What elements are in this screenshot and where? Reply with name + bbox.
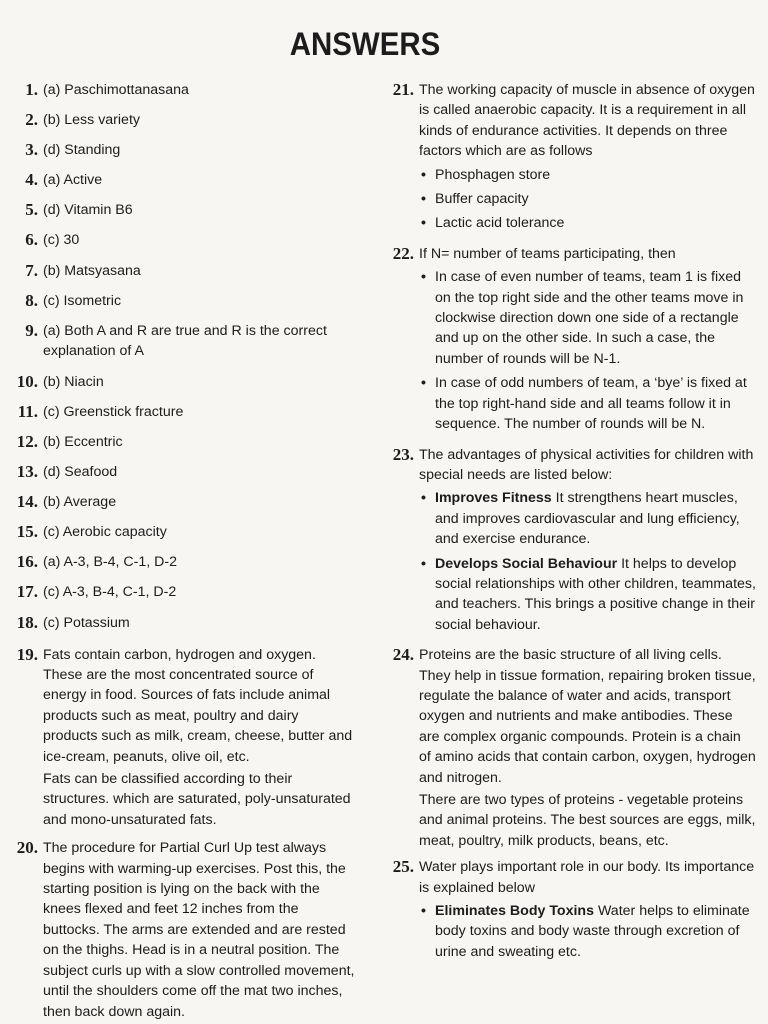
answer-item bbox=[10, 200, 355, 230]
answer-item bbox=[10, 170, 355, 200]
answer-paragraph: Water plays important role in our body. Its importance is explained below bbox=[419, 859, 755, 896]
answer-item bbox=[10, 613, 355, 643]
answer-text: (c) Aerobic capacity bbox=[43, 524, 167, 541]
answer-item bbox=[10, 261, 355, 291]
answer-number: 8. bbox=[25, 290, 38, 310]
bullet-heading: Improves Fitness bbox=[435, 490, 552, 507]
answer-number: 3. bbox=[25, 140, 38, 160]
bullet-item bbox=[419, 554, 756, 636]
answer-text: (c) Isometric bbox=[43, 292, 122, 309]
answer-number: 7. bbox=[25, 260, 38, 280]
answer-number: 14. bbox=[16, 492, 38, 512]
right-column bbox=[384, 80, 756, 966]
bullet-item bbox=[419, 488, 756, 549]
answer-text: (a) Both A and R are true and R is the correct explanation of A bbox=[43, 322, 327, 360]
answer-number: 1. bbox=[25, 80, 38, 99]
answer-item bbox=[10, 80, 355, 110]
answer-number: 15. bbox=[16, 522, 38, 542]
answer-number: 11. bbox=[17, 401, 38, 421]
answer-item bbox=[10, 582, 355, 612]
bullet-list bbox=[419, 165, 756, 234]
answer-item bbox=[384, 244, 756, 439]
bullet-item bbox=[419, 901, 756, 962]
answer-item bbox=[10, 140, 355, 170]
answer-text: (b) Eccentric bbox=[43, 433, 123, 450]
answer-item bbox=[10, 230, 355, 260]
answer-number: 10. bbox=[16, 371, 38, 391]
bullet-list bbox=[419, 488, 756, 635]
bullet-text: Water helps to eliminate body toxins and body waste through excretion of urine and sweating etc. bbox=[435, 903, 750, 960]
answer-paragraph: Fats contain carbon, hydrogen and oxygen. These are the most concentrated source of energy in food. Sources of fats include animal products such as meat, poultry and dairy products such as milk, cream, cheese, butter and ice-cream, peanuts, olive oil, etc. bbox=[43, 646, 353, 765]
bullet-text: It helps to develop social relationships with other children, teammates, and teachers. This brings a positive change in their social behaviour. bbox=[435, 555, 756, 633]
answer-number: 20. bbox=[16, 838, 38, 858]
answer-item bbox=[384, 645, 756, 851]
answer-item bbox=[384, 857, 756, 966]
bullet-heading: Develops Social Behaviour bbox=[435, 555, 618, 572]
answer-text: (b) Niacin bbox=[43, 373, 104, 390]
bullet-item: • Buffer capacity bbox=[419, 189, 756, 209]
answer-paragraph: The working capacity of muscle in absence of oxygen is called anaerobic capacity. It is a requirement in all kinds of endurance activities. It depends on three factors which are as follows bbox=[419, 82, 755, 160]
page-title: ANSWERS bbox=[289, 26, 441, 62]
answer-text: (c) Greenstick fracture bbox=[43, 403, 184, 420]
answer-item bbox=[10, 321, 355, 372]
answer-item bbox=[10, 552, 355, 582]
answer-number: 22. bbox=[392, 243, 414, 263]
bullet-item: • In case of odd numbers of team, a ‘bye’ is fixed at the top right-hand side and all teams follow it in sequence. The number of rounds will be N. bbox=[419, 373, 756, 434]
bullet-list bbox=[419, 901, 756, 962]
answer-number: 24. bbox=[392, 645, 414, 665]
answer-item bbox=[10, 110, 355, 140]
bullet-item: • Lactic acid tolerance bbox=[419, 213, 756, 233]
answer-item bbox=[10, 492, 355, 522]
answer-number: 19. bbox=[16, 644, 38, 664]
answer-number: 13. bbox=[16, 462, 38, 482]
answer-paragraph: If N= number of teams participating, then bbox=[419, 245, 676, 262]
answer-number: 9. bbox=[25, 320, 38, 340]
answer-item bbox=[10, 372, 355, 402]
answer-number: 17. bbox=[16, 582, 38, 602]
answer-text: (a) Active bbox=[43, 172, 103, 189]
answer-item bbox=[384, 80, 756, 238]
answer-number: 25. bbox=[392, 857, 414, 877]
bullet-text: It strengthens heart muscles, and improves cardiovascular and lung efficiency, and exercise endurance. bbox=[435, 490, 740, 548]
answer-item bbox=[10, 291, 355, 321]
answer-number: 21. bbox=[392, 80, 414, 99]
answer-item bbox=[10, 645, 355, 831]
answer-number: 6. bbox=[25, 230, 38, 250]
answer-text: (d) Vitamin B6 bbox=[43, 202, 133, 219]
answer-number: 16. bbox=[16, 552, 38, 572]
left-column bbox=[10, 80, 355, 1022]
answer-paragraph: The advantages of physical activities for children with special needs are listed below: bbox=[419, 446, 754, 483]
answer-text: (c) A-3, B-4, C-1, D-2 bbox=[43, 584, 177, 601]
bullet-item: • In case of even number of teams, team 1 is fixed on the top right side and the other teams move in clockwise direction down one side of a rectangle and up on the other side. In such a case, the number of rounds will be N-1. bbox=[419, 267, 756, 369]
bullet-heading: Eliminates Body Toxins bbox=[435, 903, 594, 920]
answer-text: (b) Less variety bbox=[43, 112, 140, 129]
answer-text: (b) Matsyasana bbox=[43, 262, 141, 279]
answer-item bbox=[10, 462, 355, 492]
answer-number: 4. bbox=[25, 170, 38, 190]
answer-item bbox=[10, 432, 355, 462]
answer-number: 23. bbox=[392, 444, 414, 464]
answer-item bbox=[10, 838, 355, 1022]
answer-text: (a) Paschimottanasana bbox=[43, 82, 189, 98]
bullet-item: • Phosphagen store bbox=[419, 165, 756, 185]
answer-item bbox=[10, 402, 355, 432]
answer-text: (c) 30 bbox=[43, 232, 80, 249]
answer-number: 5. bbox=[25, 200, 38, 220]
answer-text: (b) Average bbox=[43, 494, 117, 511]
answer-number: 18. bbox=[16, 612, 38, 632]
answer-number: 2. bbox=[25, 110, 38, 130]
answer-text: (c) Potassium bbox=[43, 614, 130, 631]
answer-text: (d) Seafood bbox=[43, 464, 118, 481]
answer-item bbox=[10, 522, 355, 552]
answer-paragraph: The procedure for Partial Curl Up test always begins with warming-up exercises. Post this, the starting position is lying on the back with the knees flexed and feet 12 inches from the buttocks. The arms are extended and are rested on the thighs. Head is in a neutral position. The subject curls up with a slow controlled movement, until the shoulders come off the mat two inches, then back down again. bbox=[43, 840, 355, 1020]
answer-paragraph: Proteins are the basic structure of all living cells. They help in tissue formation, repairing broken tissue, regulate the balance of water and acids, transport oxygen and nutrients and make antibodies. These are complex organic compounds. Protein is a chain of amino acids that contain carbon, oxygen, hydrogen and nitrogen. bbox=[419, 647, 756, 786]
answer-text: (d) Standing bbox=[43, 142, 121, 159]
answer-text: (a) A-3, B-4, C-1, D-2 bbox=[43, 554, 178, 571]
bullet-list bbox=[419, 267, 756, 434]
answer-paragraph: Fats can be classified according to their structures. which are saturated, poly-unsaturated and mono-unsaturated fats. bbox=[43, 771, 351, 828]
answer-number: 12. bbox=[16, 431, 38, 451]
answer-paragraph: There are two types of proteins - vegetable proteins and animal proteins. The best sources are eggs, milk, meat, poultry, milk products, beans, etc. bbox=[419, 792, 756, 849]
answer-item bbox=[384, 445, 756, 640]
